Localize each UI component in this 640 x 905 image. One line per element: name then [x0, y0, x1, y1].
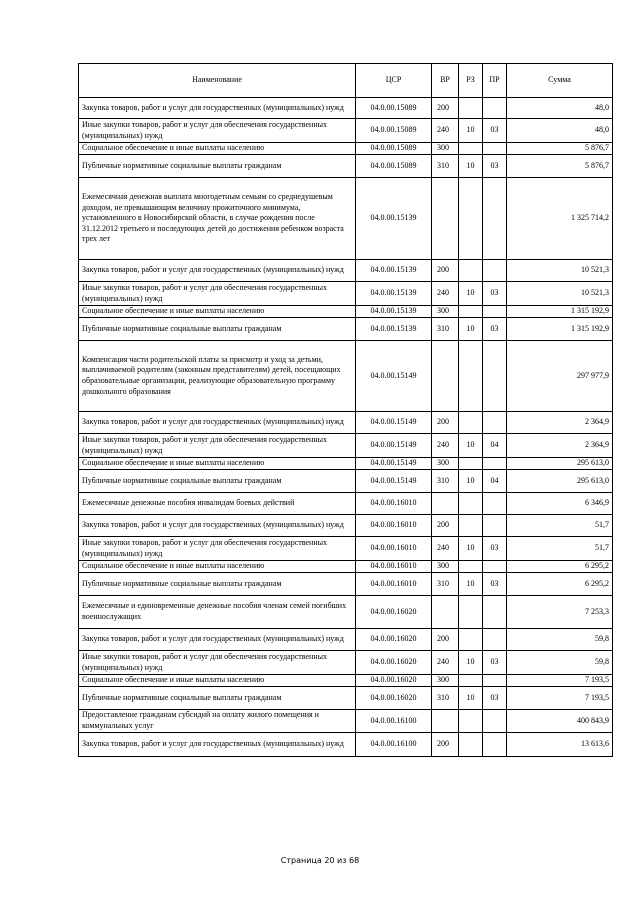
- cell-vr: 200: [432, 515, 459, 537]
- cell-vr: 310: [432, 573, 459, 596]
- cell-name: Социальное обеспечение и иные выплаты населению: [79, 306, 356, 318]
- cell-vr: 200: [432, 260, 459, 282]
- cell-name: Закупка товаров, работ и услуг для государственных (муниципальных) нужд: [79, 629, 356, 651]
- cell-sum: 59,8: [507, 651, 613, 675]
- cell-name: Иные закупки товаров, работ и услуг для обеспечения государственных (муниципальных) нужд: [79, 282, 356, 306]
- cell-sum: 400 843,9: [507, 710, 613, 733]
- cell-name: Компенсация части родительской платы за присмотр и уход за детьми, выплачиваемой родителям (законным представителям) детей, посещающих образовательные организации, реализующие образовательную программу дошкольного образования: [79, 341, 356, 412]
- table-header-row: [79, 64, 613, 98]
- cell-csr: 04.0.00.16010: [356, 573, 432, 596]
- cell-csr: 04.0.00.16010: [356, 561, 432, 573]
- table-row: [79, 733, 613, 757]
- cell-sum: 7 193,5: [507, 687, 613, 710]
- cell-name: Предоставление гражданам субсидий на оплату жилого помещения и коммунальных услуг: [79, 710, 356, 733]
- cell-csr: 04.0.00.15139: [356, 282, 432, 306]
- cell-pr: 03: [483, 537, 507, 561]
- cell-vr: 300: [432, 675, 459, 687]
- cell-csr: 04.0.00.15139: [356, 306, 432, 318]
- cell-csr: 04.0.00.16020: [356, 629, 432, 651]
- cell-rz: [459, 596, 483, 629]
- table-row: [79, 434, 613, 458]
- cell-pr: [483, 710, 507, 733]
- cell-csr: 04.0.00.16010: [356, 537, 432, 561]
- cell-rz: 10: [459, 651, 483, 675]
- cell-name: Публичные нормативные социальные выплаты гражданам: [79, 573, 356, 596]
- cell-sum: 295 613,0: [507, 458, 613, 470]
- cell-name: Публичные нормативные социальные выплаты гражданам: [79, 318, 356, 341]
- table-row: [79, 341, 613, 412]
- cell-sum: 10 521,3: [507, 282, 613, 306]
- cell-vr: [432, 341, 459, 412]
- cell-sum: 6 295,2: [507, 573, 613, 596]
- table-row: [79, 119, 613, 143]
- cell-csr: 04.0.00.15139: [356, 178, 432, 260]
- cell-pr: [483, 341, 507, 412]
- cell-pr: 03: [483, 155, 507, 178]
- cell-csr: 04.0.00.16100: [356, 733, 432, 757]
- cell-csr: 04.0.00.15089: [356, 143, 432, 155]
- cell-vr: 200: [432, 733, 459, 757]
- cell-pr: [483, 412, 507, 434]
- table-row: [79, 537, 613, 561]
- cell-csr: 04.0.00.16020: [356, 651, 432, 675]
- cell-pr: [483, 98, 507, 119]
- cell-sum: 1 315 192,9: [507, 306, 613, 318]
- cell-rz: [459, 412, 483, 434]
- budget-table: [78, 63, 613, 757]
- cell-pr: [483, 675, 507, 687]
- cell-vr: 300: [432, 561, 459, 573]
- cell-rz: 10: [459, 687, 483, 710]
- column-header-sum: Сумма: [507, 64, 613, 98]
- cell-name: Публичные нормативные социальные выплаты гражданам: [79, 470, 356, 493]
- cell-csr: 04.0.00.16010: [356, 515, 432, 537]
- cell-pr: [483, 178, 507, 260]
- cell-rz: [459, 178, 483, 260]
- cell-sum: 10 521,3: [507, 260, 613, 282]
- cell-rz: [459, 493, 483, 515]
- cell-csr: 04.0.00.16100: [356, 710, 432, 733]
- cell-vr: [432, 178, 459, 260]
- cell-name: Иные закупки товаров, работ и услуг для обеспечения государственных (муниципальных) нужд: [79, 651, 356, 675]
- table-row: [79, 493, 613, 515]
- column-header-pr: ПР: [483, 64, 507, 98]
- table-row: [79, 675, 613, 687]
- cell-rz: 10: [459, 573, 483, 596]
- cell-pr: 03: [483, 687, 507, 710]
- cell-pr: 03: [483, 119, 507, 143]
- cell-name: Иные закупки товаров, работ и услуг для обеспечения государственных (муниципальных) нужд: [79, 119, 356, 143]
- cell-csr: 04.0.00.15149: [356, 412, 432, 434]
- table-body: [79, 98, 613, 757]
- cell-vr: 240: [432, 651, 459, 675]
- cell-sum: 1 315 192,9: [507, 318, 613, 341]
- cell-sum: 7 253,3: [507, 596, 613, 629]
- cell-vr: 200: [432, 629, 459, 651]
- cell-vr: 200: [432, 412, 459, 434]
- cell-pr: 03: [483, 651, 507, 675]
- cell-rz: [459, 733, 483, 757]
- table-row: [79, 98, 613, 119]
- cell-csr: 04.0.00.15149: [356, 458, 432, 470]
- cell-name: Публичные нормативные социальные выплаты гражданам: [79, 155, 356, 178]
- cell-rz: [459, 710, 483, 733]
- cell-rz: [459, 561, 483, 573]
- cell-rz: [459, 260, 483, 282]
- cell-pr: [483, 143, 507, 155]
- cell-csr: 04.0.00.15139: [356, 318, 432, 341]
- table-row: [79, 651, 613, 675]
- cell-name: Закупка товаров, работ и услуг для государственных (муниципальных) нужд: [79, 98, 356, 119]
- cell-rz: 10: [459, 282, 483, 306]
- column-header-vr: ВР: [432, 64, 459, 98]
- cell-csr: 04.0.00.15139: [356, 260, 432, 282]
- cell-vr: 310: [432, 470, 459, 493]
- cell-name: Закупка товаров, работ и услуг для государственных (муниципальных) нужд: [79, 260, 356, 282]
- table-row: [79, 561, 613, 573]
- cell-pr: 04: [483, 470, 507, 493]
- cell-csr: 04.0.00.15089: [356, 119, 432, 143]
- table-row: [79, 687, 613, 710]
- cell-rz: [459, 675, 483, 687]
- cell-name: Социальное обеспечение и иные выплаты населению: [79, 143, 356, 155]
- table-row: [79, 282, 613, 306]
- cell-sum: 59,8: [507, 629, 613, 651]
- table-row: [79, 710, 613, 733]
- table-row: [79, 412, 613, 434]
- cell-name: Публичные нормативные социальные выплаты гражданам: [79, 687, 356, 710]
- cell-sum: 51,7: [507, 537, 613, 561]
- cell-csr: 04.0.00.15149: [356, 341, 432, 412]
- cell-rz: 10: [459, 537, 483, 561]
- table-row: [79, 596, 613, 629]
- cell-rz: [459, 306, 483, 318]
- cell-vr: 310: [432, 318, 459, 341]
- cell-name: Ежемесячная денежная выплата многодетным семьям со среднедушевым доходом, не превышающим величину прожиточного минимума, установленного в Новосибирской области, в случае рождения после 31.12.2012 третьего и последующих детей до достижения ребенком возраста трех лет: [79, 178, 356, 260]
- cell-vr: [432, 710, 459, 733]
- cell-vr: [432, 596, 459, 629]
- cell-rz: [459, 98, 483, 119]
- cell-rz: 10: [459, 318, 483, 341]
- table-row: [79, 143, 613, 155]
- cell-name: Ежемесячные и единовременные денежные пособия членам семей погибших военнослужащих: [79, 596, 356, 629]
- table-row: [79, 178, 613, 260]
- cell-sum: 48,0: [507, 98, 613, 119]
- cell-vr: 240: [432, 537, 459, 561]
- column-header-name: Наименование: [79, 64, 356, 98]
- cell-sum: 6 346,9: [507, 493, 613, 515]
- cell-vr: 300: [432, 458, 459, 470]
- cell-vr: 310: [432, 687, 459, 710]
- cell-sum: 5 876,7: [507, 155, 613, 178]
- cell-name: Социальное обеспечение и иные выплаты населению: [79, 675, 356, 687]
- cell-csr: 04.0.00.16020: [356, 675, 432, 687]
- cell-name: Социальное обеспечение и иные выплаты населению: [79, 458, 356, 470]
- cell-rz: [459, 629, 483, 651]
- cell-rz: [459, 341, 483, 412]
- cell-pr: [483, 629, 507, 651]
- cell-pr: [483, 561, 507, 573]
- cell-pr: [483, 458, 507, 470]
- cell-sum: 7 193,5: [507, 675, 613, 687]
- cell-vr: 200: [432, 98, 459, 119]
- cell-rz: [459, 143, 483, 155]
- column-header-rz: РЗ: [459, 64, 483, 98]
- cell-vr: [432, 493, 459, 515]
- cell-name: Иные закупки товаров, работ и услуг для обеспечения государственных (муниципальных) нужд: [79, 537, 356, 561]
- cell-sum: 2 364,9: [507, 412, 613, 434]
- cell-csr: 04.0.00.15089: [356, 155, 432, 178]
- cell-csr: 04.0.00.16020: [356, 687, 432, 710]
- cell-rz: [459, 458, 483, 470]
- cell-csr: 04.0.00.15089: [356, 98, 432, 119]
- table-row: [79, 515, 613, 537]
- cell-sum: 297 977,9: [507, 341, 613, 412]
- table-row: [79, 306, 613, 318]
- cell-sum: 2 364,9: [507, 434, 613, 458]
- cell-pr: 03: [483, 318, 507, 341]
- table-row: [79, 458, 613, 470]
- cell-name: Иные закупки товаров, работ и услуг для обеспечения государственных (муниципальных) нужд: [79, 434, 356, 458]
- table-row: [79, 629, 613, 651]
- cell-pr: 03: [483, 573, 507, 596]
- cell-vr: 300: [432, 306, 459, 318]
- cell-csr: 04.0.00.15149: [356, 470, 432, 493]
- cell-pr: [483, 306, 507, 318]
- cell-rz: 10: [459, 119, 483, 143]
- page-number: Страница 20 из 68: [280, 856, 360, 865]
- cell-pr: [483, 596, 507, 629]
- cell-rz: 10: [459, 434, 483, 458]
- cell-sum: 48,0: [507, 119, 613, 143]
- cell-vr: 310: [432, 155, 459, 178]
- cell-sum: 5 876,7: [507, 143, 613, 155]
- cell-csr: 04.0.00.16020: [356, 596, 432, 629]
- cell-pr: [483, 515, 507, 537]
- cell-vr: 240: [432, 119, 459, 143]
- cell-name: Закупка товаров, работ и услуг для государственных (муниципальных) нужд: [79, 733, 356, 757]
- cell-vr: 240: [432, 434, 459, 458]
- cell-vr: 240: [432, 282, 459, 306]
- cell-name: Закупка товаров, работ и услуг для государственных (муниципальных) нужд: [79, 412, 356, 434]
- cell-pr: 04: [483, 434, 507, 458]
- cell-rz: [459, 515, 483, 537]
- cell-name: Закупка товаров, работ и услуг для государственных (муниципальных) нужд: [79, 515, 356, 537]
- cell-pr: 03: [483, 282, 507, 306]
- table-row: [79, 318, 613, 341]
- cell-rz: 10: [459, 470, 483, 493]
- cell-pr: [483, 493, 507, 515]
- column-header-csr: ЦСР: [356, 64, 432, 98]
- table-row: [79, 260, 613, 282]
- table-row: [79, 573, 613, 596]
- cell-csr: 04.0.00.16010: [356, 493, 432, 515]
- cell-sum: 6 295,2: [507, 561, 613, 573]
- cell-vr: 300: [432, 143, 459, 155]
- cell-sum: 13 613,6: [507, 733, 613, 757]
- cell-name: Социальное обеспечение и иные выплаты населению: [79, 561, 356, 573]
- cell-sum: 1 325 714,2: [507, 178, 613, 260]
- cell-sum: 295 613,0: [507, 470, 613, 493]
- cell-pr: [483, 260, 507, 282]
- table-row: [79, 470, 613, 493]
- cell-csr: 04.0.00.15149: [356, 434, 432, 458]
- cell-sum: 51,7: [507, 515, 613, 537]
- cell-name: Ежемесячные денежные пособия инвалидам боевых действий: [79, 493, 356, 515]
- table-row: [79, 155, 613, 178]
- cell-pr: [483, 733, 507, 757]
- cell-rz: 10: [459, 155, 483, 178]
